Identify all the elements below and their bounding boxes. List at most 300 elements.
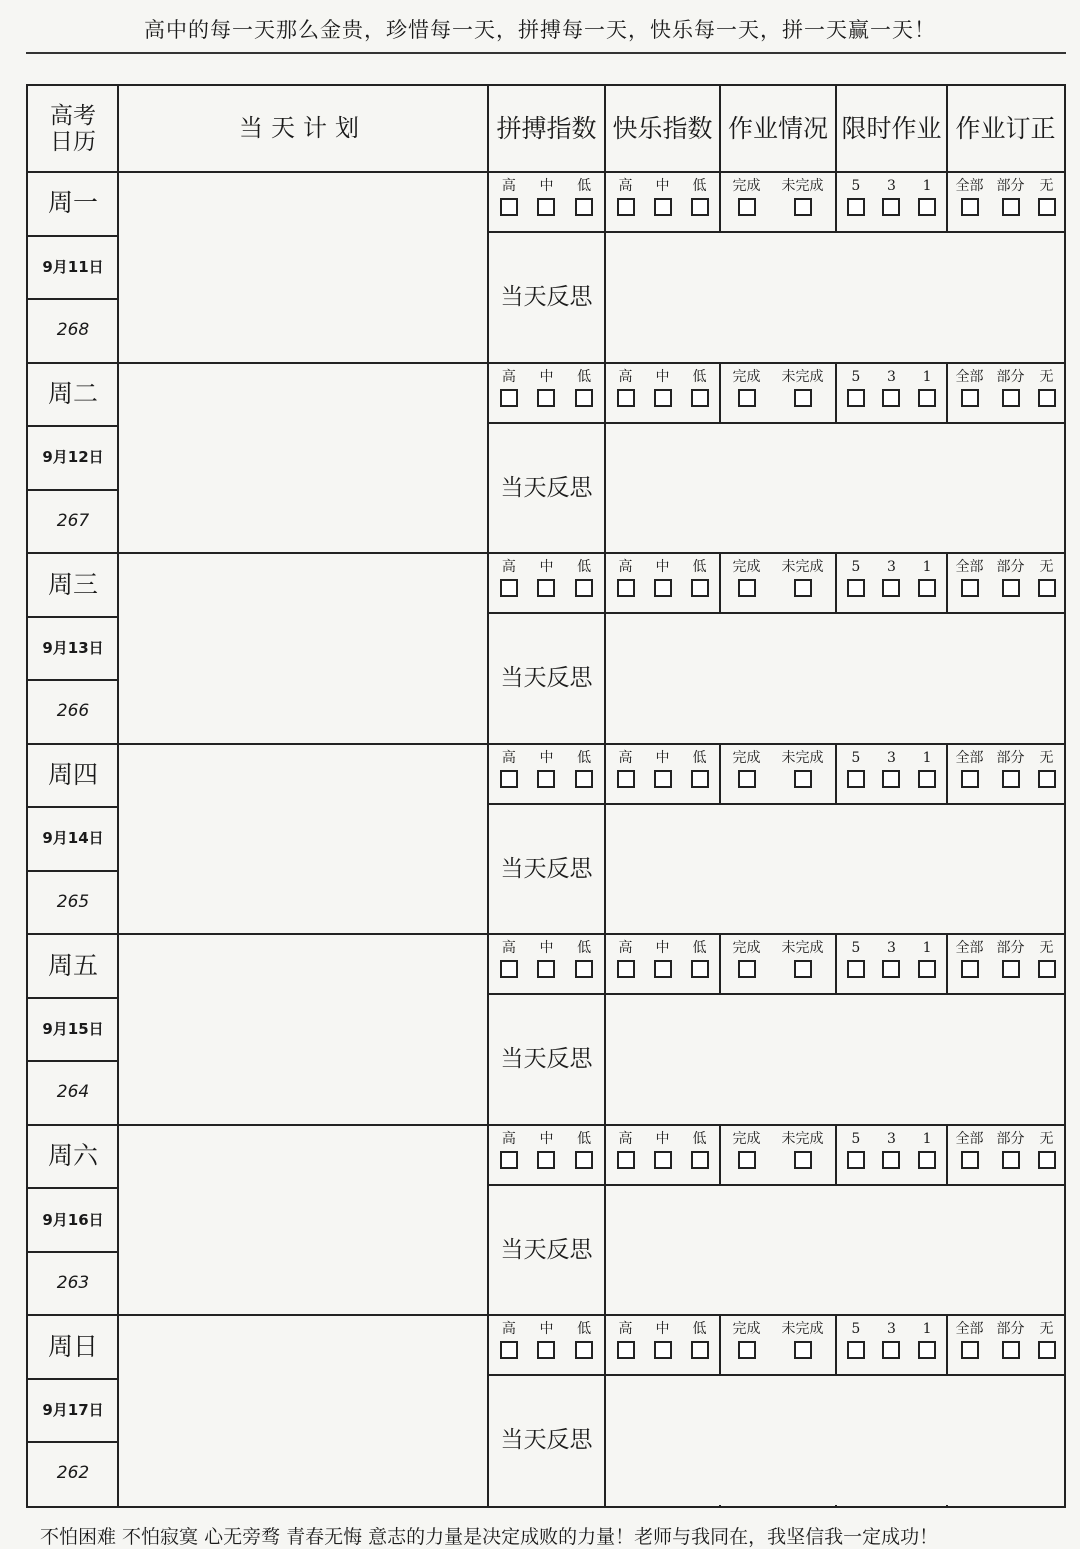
timed-option (882, 1131, 900, 1169)
timed-option (847, 1131, 865, 1169)
correction-checkbox[interactable] (1002, 960, 1020, 978)
timed-checkbox[interactable] (847, 1341, 865, 1359)
happy-option-label: 高 (618, 940, 633, 957)
homework-option-label: 未完成 (781, 559, 824, 576)
header-homework-label: 作业情况 (727, 113, 828, 143)
homework-option (733, 940, 761, 978)
header-calendar-label: 高考 日历 (50, 102, 96, 155)
countdown-number: 267 (56, 510, 90, 531)
happy-option (691, 559, 709, 597)
timed-option-label: 5 (851, 368, 861, 385)
effort-checkbox[interactable] (537, 1341, 555, 1359)
correction-checkbox[interactable] (961, 389, 979, 407)
reflection-label: 当天反思 (500, 855, 593, 882)
effort-checkbox[interactable] (537, 1151, 555, 1169)
happy-option (691, 1131, 709, 1169)
countdown-number: 268 (56, 320, 90, 341)
top-rule (26, 52, 1066, 54)
correction-checkbox[interactable] (1002, 198, 1020, 216)
effort-checkbox[interactable] (500, 960, 518, 978)
homework-option (782, 750, 824, 788)
timed-option-label: 1 (922, 749, 932, 766)
correction-checkbox[interactable] (1038, 1341, 1056, 1359)
timed-checkbox[interactable] (882, 960, 900, 978)
daily-plan-area[interactable] (120, 174, 486, 361)
correction-options (949, 1321, 1062, 1373)
correction-checkbox[interactable] (961, 770, 979, 788)
timed-option (882, 178, 900, 216)
happy-option-label: 低 (692, 1130, 707, 1147)
timed-options (838, 369, 945, 421)
happy-option-label: 低 (692, 559, 707, 576)
happy-options (607, 940, 718, 992)
correction-option (997, 750, 1025, 788)
timed-checkbox[interactable] (882, 389, 900, 407)
weekly-planner-table (26, 84, 1066, 1508)
effort-checkbox[interactable] (537, 198, 555, 216)
timed-checkbox[interactable] (918, 389, 936, 407)
effort-option (575, 1321, 593, 1359)
correction-option (1038, 178, 1056, 216)
timed-options (838, 1131, 945, 1183)
header-happy-label: 快乐指数 (612, 113, 713, 143)
weekday-label: 周三 (47, 569, 98, 599)
weekday-label: 周六 (47, 1141, 98, 1171)
date-label: 9月16日 (42, 1210, 104, 1229)
timed-option (918, 369, 936, 407)
timed-option (847, 369, 865, 407)
happy-checkbox[interactable] (654, 770, 672, 788)
effort-option-label: 中 (539, 749, 554, 766)
timed-option-label: 3 (887, 749, 896, 766)
happy-checkbox[interactable] (691, 960, 709, 978)
correction-option-label: 全部 (955, 749, 984, 766)
homework-option (733, 1131, 761, 1169)
effort-checkbox[interactable] (575, 960, 593, 978)
homework-checkbox[interactable] (794, 198, 812, 216)
happy-option-label: 高 (618, 178, 633, 194)
weekday-label: 周四 (47, 760, 98, 790)
effort-option (500, 1131, 518, 1169)
timed-checkbox[interactable] (847, 389, 865, 407)
effort-checkbox[interactable] (575, 1341, 593, 1359)
timed-checkbox[interactable] (882, 1341, 900, 1359)
countdown-number: 264 (56, 1082, 90, 1103)
effort-option (575, 1131, 593, 1169)
timed-checkbox[interactable] (918, 770, 936, 788)
homework-checkbox[interactable] (738, 960, 756, 978)
correction-checkbox[interactable] (961, 579, 979, 597)
homework-option (782, 1321, 824, 1359)
happy-option-label: 中 (655, 559, 670, 576)
effort-option-label: 低 (577, 940, 592, 957)
weekday-label: 周五 (47, 950, 98, 980)
correction-option-label: 全部 (955, 940, 984, 957)
correction-checkbox[interactable] (1038, 389, 1056, 407)
homework-option-label: 完成 (732, 749, 761, 766)
happy-option (654, 369, 672, 407)
correction-option-label: 部分 (996, 1130, 1025, 1147)
homework-checkbox[interactable] (794, 1341, 812, 1359)
weekday-label: 周二 (47, 378, 98, 408)
timed-checkbox[interactable] (882, 198, 900, 216)
happy-checkbox[interactable] (654, 579, 672, 597)
happy-option-label: 高 (618, 368, 633, 385)
homework-option-label: 未完成 (781, 1130, 824, 1147)
happy-options (607, 750, 718, 802)
correction-option (956, 1321, 984, 1359)
correction-options (949, 369, 1062, 421)
effort-option-label: 低 (577, 559, 592, 576)
homework-options (722, 559, 834, 611)
effort-checkbox[interactable] (500, 770, 518, 788)
effort-option-label: 高 (501, 940, 516, 957)
happy-option-label: 中 (655, 940, 670, 957)
correction-option (1038, 559, 1056, 597)
daily-plan-area[interactable] (120, 746, 486, 933)
happy-checkbox[interactable] (691, 389, 709, 407)
correction-checkbox[interactable] (961, 198, 979, 216)
countdown-number: 262 (56, 1463, 90, 1484)
happy-option (691, 178, 709, 216)
correction-option-label: 无 (1039, 1321, 1054, 1338)
homework-option-label: 完成 (732, 368, 761, 385)
happy-checkbox[interactable] (654, 1151, 672, 1169)
homework-checkbox[interactable] (738, 389, 756, 407)
timed-option (918, 940, 936, 978)
timed-option (918, 1131, 936, 1169)
homework-options (722, 1321, 834, 1373)
timed-option-label: 1 (922, 559, 932, 576)
effort-option (575, 559, 593, 597)
timed-checkbox[interactable] (847, 1151, 865, 1169)
effort-checkbox[interactable] (575, 579, 593, 597)
correction-option (956, 369, 984, 407)
effort-option-label: 中 (539, 559, 554, 576)
effort-checkbox[interactable] (575, 770, 593, 788)
homework-option-label: 完成 (732, 1130, 761, 1147)
happy-option (617, 369, 635, 407)
happy-option-label: 高 (618, 1130, 633, 1147)
happy-option (654, 750, 672, 788)
timed-checkbox[interactable] (918, 1151, 936, 1169)
effort-option (500, 940, 518, 978)
homework-option-label: 未完成 (781, 749, 824, 766)
timed-checkbox[interactable] (918, 198, 936, 216)
happy-option-label: 高 (618, 559, 633, 576)
timed-option-label: 5 (851, 749, 861, 766)
happy-checkbox[interactable] (654, 960, 672, 978)
homework-option (733, 369, 761, 407)
effort-option (500, 178, 518, 216)
correction-checkbox[interactable] (1002, 1151, 1020, 1169)
correction-option (956, 750, 984, 788)
reflection-area[interactable] (606, 424, 1064, 553)
correction-checkbox[interactable] (1038, 579, 1056, 597)
happy-checkbox[interactable] (691, 1151, 709, 1169)
timed-option-label: 1 (922, 1130, 932, 1147)
correction-option (1038, 1321, 1056, 1359)
correction-checkbox[interactable] (1038, 960, 1056, 978)
effort-option-label: 高 (501, 368, 516, 385)
happy-option (691, 1321, 709, 1359)
timed-checkbox[interactable] (882, 579, 900, 597)
correction-checkbox[interactable] (1002, 389, 1020, 407)
happy-checkbox[interactable] (617, 770, 635, 788)
reflection-area[interactable] (606, 805, 1064, 934)
correction-checkbox[interactable] (1002, 579, 1020, 597)
happy-checkbox[interactable] (617, 1151, 635, 1169)
effort-options (490, 369, 603, 421)
homework-option (782, 1131, 824, 1169)
effort-options (490, 940, 603, 992)
homework-checkbox[interactable] (794, 1151, 812, 1169)
timed-option-label: 3 (887, 1130, 896, 1147)
effort-option-label: 中 (539, 940, 554, 957)
happy-checkbox[interactable] (654, 1341, 672, 1359)
timed-checkbox[interactable] (918, 960, 936, 978)
correction-option (997, 1131, 1025, 1169)
effort-option-label: 低 (577, 749, 592, 766)
reflection-label: 当天反思 (500, 284, 593, 311)
happy-option-label: 中 (655, 1321, 670, 1338)
correction-options (949, 178, 1062, 230)
correction-option (1038, 750, 1056, 788)
header-timed-label: 限时作业 (841, 113, 942, 143)
correction-checkbox[interactable] (961, 1151, 979, 1169)
effort-option (500, 559, 518, 597)
correction-checkbox[interactable] (1038, 770, 1056, 788)
homework-options (722, 1131, 834, 1183)
daily-plan-area[interactable] (120, 1317, 486, 1504)
homework-options (722, 940, 834, 992)
homework-checkbox[interactable] (794, 389, 812, 407)
effort-option-label: 中 (539, 1130, 554, 1147)
effort-checkbox[interactable] (500, 1151, 518, 1169)
happy-checkbox[interactable] (617, 960, 635, 978)
effort-option (537, 369, 555, 407)
timed-checkbox[interactable] (918, 1341, 936, 1359)
correction-option (1038, 940, 1056, 978)
happy-options (607, 1131, 718, 1183)
effort-option-label: 高 (501, 1321, 516, 1338)
correction-option-label: 部分 (996, 940, 1025, 957)
timed-checkbox[interactable] (882, 1151, 900, 1169)
correction-option-label: 无 (1039, 178, 1054, 194)
correction-option-label: 部分 (996, 178, 1025, 194)
effort-checkbox[interactable] (537, 579, 555, 597)
effort-option-label: 高 (501, 178, 516, 194)
correction-option-label: 部分 (996, 559, 1025, 576)
timed-option (882, 750, 900, 788)
timed-checkbox[interactable] (847, 579, 865, 597)
homework-checkbox[interactable] (738, 770, 756, 788)
correction-option (1038, 369, 1056, 407)
happy-checkbox[interactable] (617, 579, 635, 597)
happy-option (691, 940, 709, 978)
effort-option-label: 中 (539, 178, 554, 194)
daily-plan-area[interactable] (120, 936, 486, 1123)
happy-option-label: 低 (692, 940, 707, 957)
effort-option (500, 750, 518, 788)
correction-checkbox[interactable] (961, 1341, 979, 1359)
correction-option (956, 178, 984, 216)
reflection-area[interactable] (606, 614, 1064, 743)
homework-option-label: 未完成 (781, 1321, 824, 1338)
homework-option (782, 178, 824, 216)
correction-option-label: 无 (1039, 559, 1054, 576)
effort-checkbox[interactable] (575, 1151, 593, 1169)
effort-option (575, 178, 593, 216)
timed-option (882, 940, 900, 978)
timed-checkbox[interactable] (847, 770, 865, 788)
effort-checkbox[interactable] (500, 1341, 518, 1359)
correction-checkbox[interactable] (1002, 1341, 1020, 1359)
correction-option-label: 部分 (996, 749, 1025, 766)
homework-checkbox[interactable] (738, 1341, 756, 1359)
date-label: 9月17日 (42, 1401, 104, 1420)
timed-option (847, 559, 865, 597)
happy-option (617, 940, 635, 978)
timed-option (847, 750, 865, 788)
timed-options (838, 559, 945, 611)
daily-plan-area[interactable] (120, 365, 486, 552)
timed-option (882, 369, 900, 407)
timed-options (838, 178, 945, 230)
correction-option (997, 559, 1025, 597)
happy-option-label: 高 (618, 1321, 633, 1338)
homework-option-label: 完成 (732, 1321, 761, 1338)
effort-option-label: 低 (577, 178, 592, 194)
effort-option (537, 1321, 555, 1359)
correction-checkbox[interactable] (1038, 1151, 1056, 1169)
effort-checkbox[interactable] (500, 198, 518, 216)
correction-option (997, 369, 1025, 407)
timed-checkbox[interactable] (918, 579, 936, 597)
correction-checkbox[interactable] (1002, 770, 1020, 788)
correction-option (956, 559, 984, 597)
homework-checkbox[interactable] (738, 579, 756, 597)
homework-options (722, 369, 834, 421)
homework-option (782, 940, 824, 978)
correction-option-label: 无 (1039, 1130, 1054, 1147)
homework-checkbox[interactable] (794, 770, 812, 788)
correction-option-label: 部分 (996, 368, 1025, 385)
effort-option-label: 中 (539, 1321, 554, 1338)
correction-option (1038, 1131, 1056, 1169)
correction-checkbox[interactable] (961, 960, 979, 978)
happy-option (654, 1131, 672, 1169)
homework-option-label: 未完成 (781, 368, 824, 385)
timed-checkbox[interactable] (847, 198, 865, 216)
timed-option (918, 178, 936, 216)
effort-option-label: 高 (501, 749, 516, 766)
happy-checkbox[interactable] (691, 579, 709, 597)
effort-checkbox[interactable] (500, 579, 518, 597)
daily-plan-area[interactable] (120, 1127, 486, 1314)
weekday-label: 周一 (47, 188, 98, 218)
timed-option (847, 178, 865, 216)
bottom-motto: 不怕困难 不怕寂寞 心无旁骛 青春无悔 意志的力量是决定成败的力量！老师与我同在，我坚信我一定成功！ (40, 1526, 939, 1548)
effort-option (537, 1131, 555, 1169)
happy-checkbox[interactable] (617, 389, 635, 407)
date-label: 9月15日 (42, 1019, 104, 1038)
timed-option-label: 5 (851, 178, 861, 194)
correction-option-label: 部分 (996, 1321, 1025, 1338)
happy-checkbox[interactable] (654, 198, 672, 216)
effort-checkbox[interactable] (575, 389, 593, 407)
happy-checkbox[interactable] (617, 198, 635, 216)
weekday-label: 周日 (47, 1331, 98, 1361)
countdown-number: 265 (56, 891, 90, 912)
timed-option (882, 1321, 900, 1359)
correction-option (956, 940, 984, 978)
reflection-area[interactable] (606, 995, 1064, 1124)
effort-checkbox[interactable] (575, 198, 593, 216)
effort-option (537, 178, 555, 216)
timed-option (847, 940, 865, 978)
date-label: 9月13日 (42, 638, 104, 657)
homework-option-label: 完成 (732, 940, 761, 957)
effort-option (537, 559, 555, 597)
happy-checkbox[interactable] (654, 389, 672, 407)
reflection-area[interactable] (606, 1376, 1064, 1505)
happy-option-label: 中 (655, 368, 670, 385)
reflection-label: 当天反思 (500, 1236, 593, 1263)
timed-option-label: 5 (851, 1130, 861, 1147)
homework-option (733, 750, 761, 788)
happy-checkbox[interactable] (691, 770, 709, 788)
homework-option-label: 完成 (732, 559, 761, 576)
happy-option-label: 低 (692, 1321, 707, 1338)
timed-checkbox[interactable] (882, 770, 900, 788)
effort-checkbox[interactable] (500, 389, 518, 407)
header-plan-label: 当天计划 (239, 114, 367, 143)
effort-option (575, 369, 593, 407)
happy-checkbox[interactable] (617, 1341, 635, 1359)
reflection-area[interactable] (606, 233, 1064, 362)
effort-checkbox[interactable] (537, 960, 555, 978)
correction-options (949, 750, 1062, 802)
happy-option (617, 750, 635, 788)
homework-option (782, 559, 824, 597)
timed-option-label: 1 (922, 368, 932, 385)
homework-option (733, 1321, 761, 1359)
homework-checkbox[interactable] (738, 1151, 756, 1169)
timed-checkbox[interactable] (847, 960, 865, 978)
homework-checkbox[interactable] (738, 198, 756, 216)
homework-checkbox[interactable] (794, 960, 812, 978)
header-effort-label: 拼搏指数 (496, 113, 597, 143)
happy-checkbox[interactable] (691, 198, 709, 216)
happy-options (607, 178, 718, 230)
reflection-area[interactable] (606, 1186, 1064, 1315)
homework-checkbox[interactable] (794, 579, 812, 597)
effort-options (490, 750, 603, 802)
timed-options (838, 940, 945, 992)
effort-checkbox[interactable] (537, 389, 555, 407)
effort-option (575, 750, 593, 788)
homework-option (782, 369, 824, 407)
effort-checkbox[interactable] (537, 770, 555, 788)
correction-options (949, 940, 1062, 992)
correction-option (997, 940, 1025, 978)
effort-options (490, 178, 603, 230)
daily-plan-area[interactable] (120, 555, 486, 742)
reflection-label: 当天反思 (500, 1427, 593, 1454)
correction-checkbox[interactable] (1038, 198, 1056, 216)
happy-checkbox[interactable] (691, 1341, 709, 1359)
